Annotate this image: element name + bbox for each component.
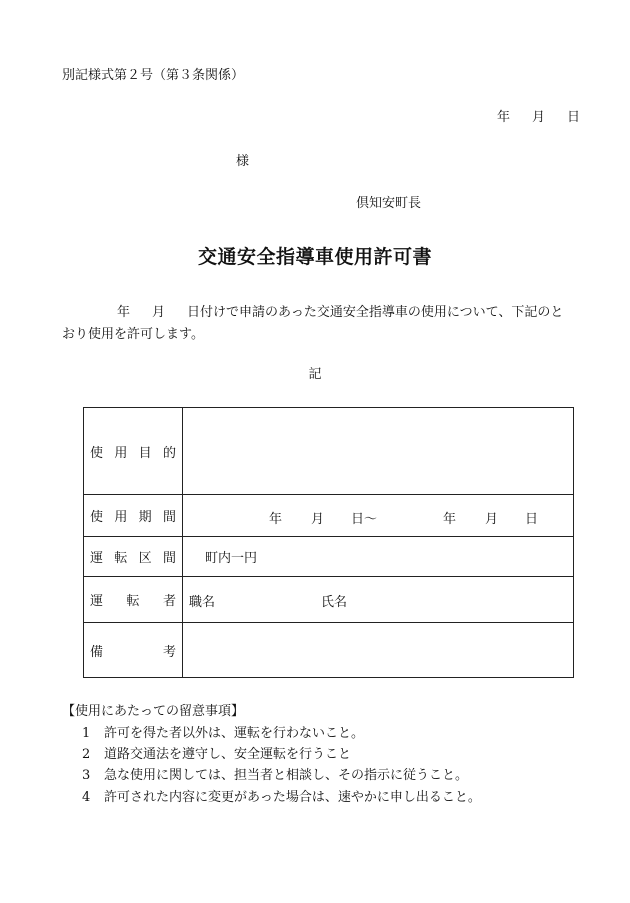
period-start-month: 月 — [311, 511, 325, 527]
date-month-label: 月 — [531, 110, 545, 125]
notes-heading: 【使用にあたっての留意事項】 — [62, 704, 245, 719]
driver-position-label: 職名 — [189, 595, 216, 610]
note-text: 道路交通法を遵守し、安全運転を行うこと — [104, 747, 352, 762]
period-row — [84, 495, 574, 537]
section-label-char: 間 — [162, 551, 176, 566]
period-value[interactable] — [183, 495, 574, 537]
period-start-year: 年 — [269, 511, 283, 527]
section-label-char: 転 — [114, 551, 128, 566]
period-end-day: 日 — [525, 511, 539, 527]
ki-heading: 記 — [308, 367, 322, 382]
remarks-label-char: 考 — [162, 644, 176, 660]
purpose-label-char: 使 — [90, 445, 104, 461]
remarks-row — [84, 623, 574, 678]
body-line2-text: おり使用を許可します。 — [62, 327, 204, 342]
section-label-char: 運 — [90, 551, 104, 566]
driver-label-char: 者 — [162, 594, 176, 609]
issuer-name: 倶知安町長 — [356, 196, 422, 211]
period-end-month: 月 — [485, 511, 499, 527]
driver-row — [84, 577, 574, 623]
note-number: 3 — [82, 768, 91, 783]
note-item — [82, 790, 481, 806]
form-number: 別記様式第２号（第３条関係） — [62, 68, 245, 83]
body-line1-text: 日付けで申請のあった交通安全指導車の使用について、下記のと — [187, 305, 564, 320]
note-text: 急な使用に関しては、担当者と相談し、その指示に従うこと。 — [104, 768, 469, 783]
purpose-row — [84, 408, 574, 495]
date-day-label: 日 — [566, 110, 580, 125]
remarks-label-char: 備 — [90, 644, 104, 660]
body-year-label: 年 — [117, 305, 131, 320]
body-paragraph — [62, 302, 582, 346]
section-value-text: 町内一円 — [205, 551, 258, 566]
purpose-label — [84, 408, 183, 495]
purpose-label-char: 的 — [162, 445, 176, 461]
driver-label-char: 運 — [90, 594, 104, 609]
purpose-value[interactable] — [183, 408, 574, 495]
note-item — [82, 747, 351, 763]
period-end-year: 年 — [443, 511, 457, 527]
period-label-char: 期 — [138, 510, 152, 525]
date-year-label: 年 — [496, 110, 510, 125]
period-label-char: 間 — [162, 510, 176, 525]
note-number: 4 — [82, 790, 91, 805]
purpose-label-char: 目 — [138, 445, 152, 461]
purpose-label-char: 用 — [114, 445, 128, 461]
issue-date — [497, 110, 580, 126]
driver-label — [84, 577, 183, 623]
note-text: 許可された内容に変更があった場合は、速やかに申し出ること。 — [104, 790, 481, 805]
driver-label-char: 転 — [126, 594, 140, 609]
remarks-value[interactable] — [183, 623, 574, 678]
driver-value[interactable] — [183, 577, 574, 623]
period-start-day: 日～ — [351, 511, 378, 527]
period-label — [84, 495, 183, 537]
section-value[interactable] — [183, 537, 574, 577]
note-item — [82, 768, 468, 784]
section-label-char: 区 — [138, 551, 152, 566]
remarks-label — [84, 623, 183, 678]
driver-name-label: 氏名 — [321, 595, 348, 610]
note-item — [82, 726, 364, 742]
note-number: 1 — [82, 726, 91, 741]
body-month-label: 月 — [152, 305, 166, 320]
period-label-char: 用 — [114, 510, 128, 525]
section-row — [84, 537, 574, 577]
note-text: 許可を得た者以外は、運転を行わないこと。 — [104, 726, 365, 741]
document-title: 交通安全指導車使用許可書 — [197, 246, 432, 268]
permit-details-table — [83, 407, 574, 678]
note-number: 2 — [82, 747, 91, 762]
section-label — [84, 537, 183, 577]
addressee-suffix: 様 — [236, 154, 250, 169]
period-label-char: 使 — [90, 510, 104, 525]
